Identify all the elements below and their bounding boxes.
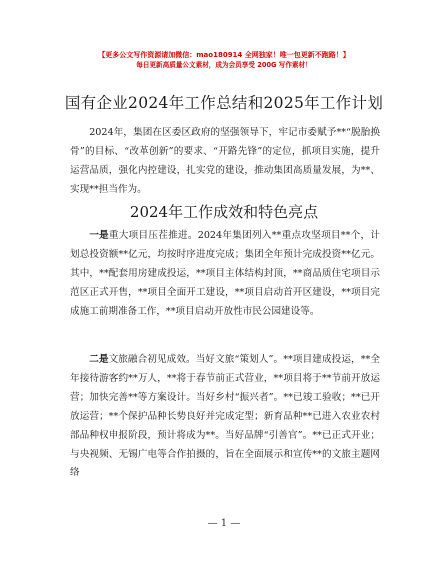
paragraph-projects-lead: 一是 [89, 230, 109, 241]
paragraph-projects-body: 重大项目压茬推进。2024年集团列入**重点攻坚项目**个，计划总投资额**亿元，均按时序进度完成；集团全年预计完成投资**亿元。其中，**配套用房建成投运，**项目主体结构封顶，**商品质住宅项目示范区正式开售，**项目全面开工建设，**项目启动首开区建设，**项目完成施工前期准备工作，**项目启动开放性市民公园建设等。 [70, 230, 380, 317]
paragraph-projects [70, 227, 380, 322]
paragraph-culture-tourism [70, 351, 380, 483]
paragraph-culture-tourism-body: 文旅融合初见成效。当好文旅“策划人”。**项目建成投运，**全年接待游客约**万人，**将于春节前正式营业，**项目将于**节前开放运营；加快完善**等方案设计。当好乡村“振兴者”。**已竣工验收；**已开放运营；**个保护品种长势良好并完成定型；新育品种**已进入农业农村部品种权申报阶段，预计将成为**。当好品牌“引善官”。**已正式开业；与央视频、无锡广电等合作拍摄的，旨在全面展示和宣传**的文旅主题网络 [70, 354, 380, 479]
section-title: 2024年工作成效和特色亮点 [129, 203, 319, 221]
document-title: 国有企业2024年工作总结和2025年工作计划 [64, 94, 384, 112]
promo-banner-line-2: 每日更新高质量公文素材，成为会员享受 200G 写作素材！ [136, 61, 312, 69]
promo-banner-line-1: 【更多公文写作资源请加微信：mao180914 全网独家！唯一包更新不跑路！】 [98, 51, 350, 59]
paragraph-culture-tourism-lead: 二是 [89, 354, 109, 365]
intro-paragraph: 2024年，集团在区委区政府的坚强领导下，牢记市委赋予**“脱胎换骨”的目标、“改革创新”的要求、“开路先锋”的定位，抓项目实施，提升运营品质，强化内控建设，扎实党的建设，推动集团高质量发展，为**、实现**担当作为。 [70, 127, 380, 195]
page-number: — 1 — [207, 518, 241, 529]
promo-banner [0, 50, 448, 70]
